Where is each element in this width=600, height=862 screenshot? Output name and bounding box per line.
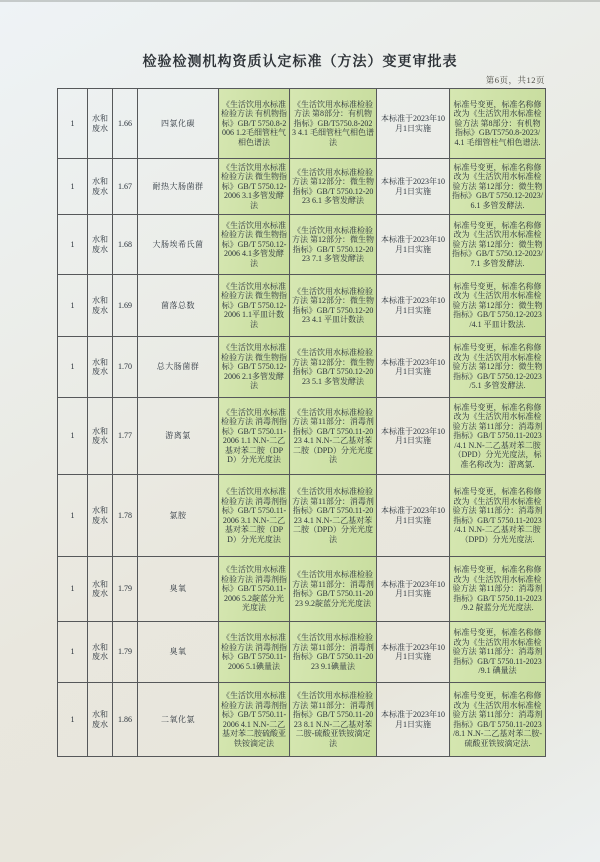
row-parameter-cell: 菌落总数 [138,275,219,337]
table-row [58,337,546,398]
row-seq-cell: 1 [58,398,88,475]
table-row [58,89,546,159]
row-parameter-cell: 耐热大肠菌群 [138,159,219,215]
row-new-standard-cell: 《生活饮用水标准检验方法 第8部分：有机物指标》GB/T5750.8-2023 4.1 毛细管柱气相色谱法 [290,89,377,159]
row-parameter-cell: 四氯化碳 [138,89,219,159]
row-implementation-cell: 本标准于2023年10月1日实施 [377,159,450,215]
row-parameter-cell: 臭氧 [138,557,219,622]
row-old-standard-cell: 《生活饮用水标准检验方法 有机物指标》GB/T 5750.8-2006 1.2毛细管柱气相色谱法 [219,89,290,159]
row-old-standard-cell: 《生活饮用水标准检验方法 消毒剂指标》GB/T 5750.11-2006 5.1碘量法 [219,622,290,683]
row-new-standard-cell: 《生活饮用水标准检验方法 第12部分：微生物指标》GB/T 5750.12-2023 5.1 多管发酵法 [290,337,377,398]
row-change-description-cell: 标准号变更，标准名称修改为《生活饮用水标准检验方法 第11部分：消毒剂指标》GB/T 5750.11-2023 /9.2 靛蓝分光光度法. [450,557,546,622]
table-row [58,475,546,557]
row-category-cell: 水和废水 [88,89,113,159]
row-implementation-cell: 本标准于2023年10月1日实施 [377,622,450,683]
row-item-number-cell: 1.69 [113,275,138,337]
row-change-description-cell: 标准号变更，标准名称修改为《生活饮用水标准检验方法 第12部分：微生物指标》GB/T 5750.12-2023 /4.1 平皿计数法. [450,275,546,337]
row-implementation-cell: 本标准于2023年10月1日实施 [377,337,450,398]
row-old-standard-cell: 《生活饮用水标准检验方法 微生物指标》GB/T 5750.12-2006 3.1多管发酵法 [219,159,290,215]
page-number-info: 第6页，共12页 [485,75,545,85]
row-new-standard-cell: 《生活饮用水标准检验方法 第11部分：消毒剂指标》GB/T 5750.11-2023 4.1 N.N-二乙基对苯二胺（DPD）分光光度法 [290,398,377,475]
row-item-number-cell: 1.77 [113,398,138,475]
row-parameter-cell: 氯胺 [138,475,219,557]
row-parameter-cell: 臭氧 [138,622,219,683]
table-row [58,215,546,275]
row-item-number-cell: 1.67 [113,159,138,215]
row-implementation-cell: 本标准于2023年10月1日实施 [377,557,450,622]
row-old-standard-cell: 《生活饮用水标准检验方法 微生物指标》GB/T 5750.12-2006 2.1多管发酵法 [219,337,290,398]
row-change-description-cell: 标准号变更，标准名称修改为《生活饮用水标准检验方法 第11部分：消毒剂指标》GB/T 5750.11-2023 /9.1 碘量法 [450,622,546,683]
table-row [58,275,546,337]
row-new-standard-cell: 《生活饮用水标准检验方法 第11部分：消毒剂指标》GB/T 5750.11-2023 4.1 N.N-二乙基对苯二胺（DPD）分光光度法 [290,475,377,557]
row-old-standard-cell: 《生活饮用水标准检验方法 消毒剂指标》GB/T 5750.11-2006 4.1 N.N-二乙基对苯二胺硫酸亚铁铵滴定法 [219,683,290,757]
row-new-standard-cell: 《生活饮用水标准检验方法 第11部分：消毒剂指标》GB/T 5750.11-2023 9.1碘量法 [290,622,377,683]
row-parameter-cell: 二氧化氯 [138,683,219,757]
row-seq-cell: 1 [58,683,88,757]
row-item-number-cell: 1.86 [113,683,138,757]
row-category-cell: 水和废水 [88,337,113,398]
row-change-description-cell: 标准号变更，标准名称修改为《生活饮用水标准检验方法 第11部分：消毒剂指标》GB/T 5750.11-2023 /8.1 N.N-二乙基对苯二胺-硫酸亚铁铵滴定法. [450,683,546,757]
row-new-standard-cell: 《生活饮用水标准检验方法 第12部分：微生物指标》GB/T 5750.12-2023 7.1 多管发酵法 [290,215,377,275]
row-change-description-cell: 标准号变更，标准名称修改为《生活饮用水标准检验方法 第12部分：微生物指标》GB/T 5750.12-2023/7.1 多管发酵法. [450,215,546,275]
row-implementation-cell: 本标准于2023年10月1日实施 [377,215,450,275]
row-category-cell: 水和废水 [88,557,113,622]
row-category-cell: 水和废水 [88,275,113,337]
row-change-description-cell: 标准号变更，标准名称修改为《生活饮用水标准检验方法 第12部分：微生物指标》GB/T 5750.12-2023/6.1 多管发酵法. [450,159,546,215]
row-change-description-cell: 标准号变更，标准名称修改为《生活饮用水标准检验方法 第12部分：微生物指标》GB/T 5750.12-2023 /5.1 多管发酵法. [450,337,546,398]
row-implementation-cell: 本标准于2023年10月1日实施 [377,89,450,159]
row-old-standard-cell: 《生活饮用水标准检验方法 微生物指标》GB/T 5750.12-2006 4.1多管发酵法 [219,215,290,275]
row-item-number-cell: 1.79 [113,557,138,622]
row-category-cell: 水和废水 [88,398,113,475]
row-item-number-cell: 1.79 [113,622,138,683]
row-seq-cell: 1 [58,337,88,398]
row-new-standard-cell: 《生活饮用水标准检验方法 第11部分：消毒剂指标》GB/T 5750.11-2023 9.2靛蓝分光光度法 [290,557,377,622]
change-approval-table [57,88,546,757]
table-row [58,159,546,215]
row-seq-cell: 1 [58,622,88,683]
row-new-standard-cell: 《生活饮用水标准检验方法 第11部分：消毒剂指标》GB/T 5750.11-2023 8.1 N.N-二乙基对苯二胺-硫酸亚铁铵滴定法 [290,683,377,757]
row-new-standard-cell: 《生活饮用水标准检验方法 第12部分：微生物指标》GB/T 5750.12-2023 4.1 平皿计数法 [290,275,377,337]
table-row [58,683,546,757]
table-row [58,622,546,683]
row-item-number-cell: 1.70 [113,337,138,398]
row-seq-cell: 1 [58,475,88,557]
page-title: 检验检测机构资质认定标准（方法）变更审批表 [142,55,458,70]
row-implementation-cell: 本标准于2023年10月1日实施 [377,398,450,475]
row-seq-cell: 1 [58,215,88,275]
row-old-standard-cell: 《生活饮用水标准检验方法 消毒剂指标》GB/T 5750.11-2006 3.1 N.N-二乙基对苯二胺（DPD）分光光度法 [219,475,290,557]
row-seq-cell: 1 [58,557,88,622]
row-item-number-cell: 1.66 [113,89,138,159]
row-seq-cell: 1 [58,275,88,337]
row-parameter-cell: 总大肠菌群 [138,337,219,398]
row-parameter-cell: 游离氯 [138,398,219,475]
row-category-cell: 水和废水 [88,215,113,275]
row-category-cell: 水和废水 [88,622,113,683]
row-new-standard-cell: 《生活饮用水标准检验方法 第12部分：微生物指标》GB/T 5750.12-2023 6.1 多管发酵法 [290,159,377,215]
table-row [58,398,546,475]
row-change-description-cell: 标准号变更，标准名称修改为《生活饮用水标准检验方法 第8部分：有机物指标》GB/T5750.8-2023/4.1 毛细管柱气相色谱法. [450,89,546,159]
table-row [58,557,546,622]
row-implementation-cell: 本标准于2023年10月1日实施 [377,683,450,757]
row-old-standard-cell: 《生活饮用水标准检验方法 消毒剂指标》GB/T 5750.11-2006 1.1 N.N-二乙基对苯二胺（DPD）分光光度法 [219,398,290,475]
row-change-description-cell: 标准号变更，标准名称修改为《生活饮用水标准检验方法 第11部分：消毒剂指标》GB/T 5750.11-2023 /4.1 N.N-二乙基对苯二胺（DPD）分光光度法. [450,475,546,557]
row-seq-cell: 1 [58,89,88,159]
row-category-cell: 水和废水 [88,159,113,215]
row-old-standard-cell: 《生活饮用水标准检验方法 消毒剂指标》GB/T 5750.11-2006 5.2靛蓝分光光度法 [219,557,290,622]
row-category-cell: 水和废水 [88,475,113,557]
row-old-standard-cell: 《生活饮用水标准检验方法 微生物指标》GB/T 5750.12-2006 1.1平皿计数法 [219,275,290,337]
row-item-number-cell: 1.68 [113,215,138,275]
row-change-description-cell: 标准号变更，标准名称修改为《生活饮用水标准检验方法 第11部分：消毒剂指标》GB/T 5750.11-2023 /4.1 N.N-二乙基对苯二胺（DPD）分光光度法，标准名称改为：游离氯. [450,398,546,475]
row-seq-cell: 1 [58,159,88,215]
row-implementation-cell: 本标准于2023年10月1日实施 [377,475,450,557]
row-category-cell: 水和废水 [88,683,113,757]
row-item-number-cell: 1.78 [113,475,138,557]
row-parameter-cell: 大肠埃希氏菌 [138,215,219,275]
row-implementation-cell: 本标准于2023年10月1日实施 [377,275,450,337]
